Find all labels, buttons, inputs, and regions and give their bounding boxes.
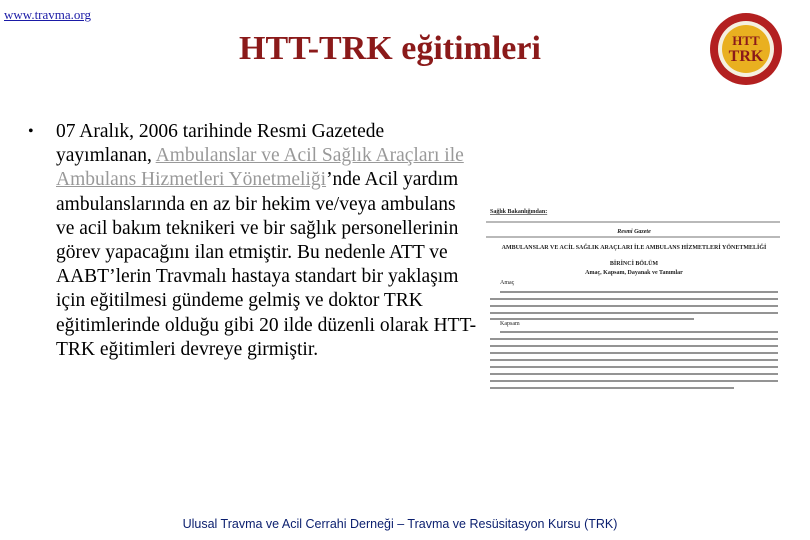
text-before-link: 07 Aralık, 2006 tarihinde Resmi Gazetede yayımlanan, [56,121,385,167]
page-title: HTT-TRK eğitimleri [239,30,541,67]
main-text [28,120,478,362]
svg-text:TRK: TRK [728,48,764,65]
trk-logo-icon [709,12,783,86]
gazette-kapsam: Kapsam [500,321,520,327]
svg-text:HTT: HTT [732,33,760,48]
regulation-link[interactable]: Ambulanslar ve Acil Sağlık Araçları ile Ambulans Hizmetleri Yönetmeliği [56,145,464,191]
gazette-section: BİRİNCİ BÖLÜM [609,261,659,267]
gazette-section-sub: Amaç, Kapsam, Dayanak ve Tanımlar [585,270,683,276]
gazette-heading: AMBULANSLAR VE ACİL SAĞLIK ARAÇLARI İLE AMBULANS HİZMETLERİ YÖNETMELİĞİ [501,245,767,251]
bullet: • [28,123,34,140]
paragraph [56,120,478,362]
footer: Ulusal Travma ve Acil Cerrahi Derneği – Travma ve Resüsitasyon Kursu (TRK) [182,517,618,531]
gazette-amac: Amaç [500,280,515,286]
gazette-header: Sağlık Bakanlığından: [490,209,548,215]
site-link[interactable]: www.travma.org [4,7,92,22]
gazette-text-lines [490,292,778,388]
gazette-image [484,200,786,405]
text-after-link: ’nde Acil yardım ambulanslarında en az bir hekim ve/veya ambulans ve acil bakım teknikeri ve bir sağlık personellerinin görev yapacağını ilan etmiştir. Bu nedenle ATT ve AABT’lerin Travmalı hastaya standart bir yaklaşım için eğitilmesi gündeme gelmiş ve doktor TRK eğitimlerinde olduğu gibi 20 ilde düzenli olarak HTT-TRK eğitimleri devreye girmiştir. [56,169,477,360]
gazette-source: Resmi Gazete [617,229,651,235]
